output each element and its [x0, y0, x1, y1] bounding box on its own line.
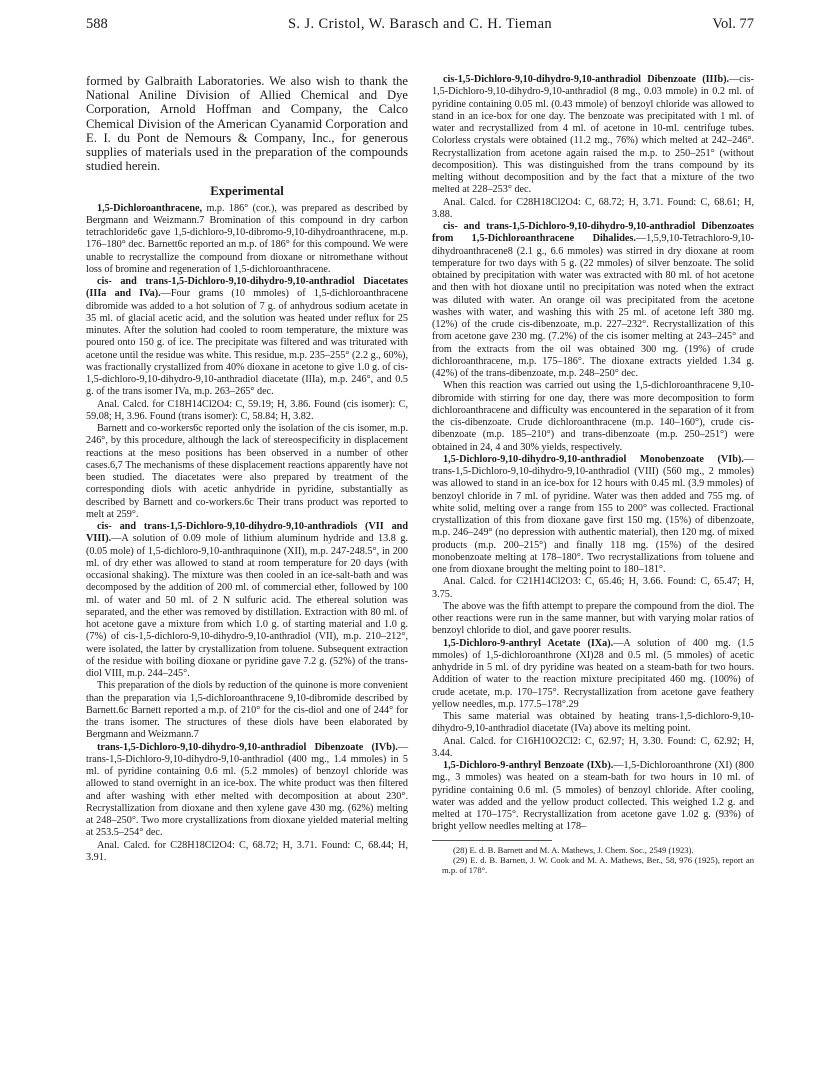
- paragraph-trans-dibenzoate: [86, 742, 408, 840]
- running-header: [86, 14, 754, 36]
- paragraph-heading: trans-1,5-Dichloro-9,10-dihydro-9,10-anthradiol Dibenzoate (IVb).: [97, 741, 398, 753]
- paragraph-heading: 1,5-Dichloro-9-anthryl Benzoate (IXb).: [443, 760, 614, 771]
- paragraph-heading: cis- and trans-1,5-Dichloro-9,10-dihydro-9,10-anthradiol Diacetates (IIIa and IVa).: [86, 276, 408, 300]
- analysis-paragraph: Anal. Calcd. for C16H10O2Cl2: C, 62.97; H, 3.30. Found: C, 62.92; H, 3.44.: [432, 735, 754, 759]
- acknowledgment-paragraph: formed by Galbraith Laboratories. We also wish to thank the National Aniline Division of Allied Chemical and Dye Corporation, Arnold Hoffman and Company, the Calco Chemical Division of the American Cyanamid Corporation and E. I. du Pont de Nemours & Company, Inc., for generous supplies of materials used in the preparation of the compounds studied herein.: [86, 74, 408, 174]
- right-column: [432, 74, 754, 876]
- paragraph-heading: cis- and trans-1,5-Dichloro-9,10-dihydro-9,10-anthradiols (VII and VIII).: [86, 521, 408, 545]
- paragraph-monobenzoate: [432, 454, 754, 577]
- paragraph-body: —1,5-Dichloroanthrone (XI) (800 mg., 3 mmoles) was heated on a steam-bath for two hours in 10 ml. of pyridine containing 0.6 ml. (5 mmoles) of benzoyl chloride. After cooling, water was added and the yellow product collected. This weighed 1.2 g. and melted at 170–175°. Recrystallization from acetone gave 1.02 g. (93%) of bright yellow needles melting at 178–: [432, 760, 754, 833]
- paragraph-heading: 1,5-Dichloro-9-anthryl Acetate (IXa).: [443, 637, 614, 649]
- paragraph-body: —trans-1,5-Dichloro-9,10-dihydro-9,10-anthradiol (400 mg., 1.4 mmoles) in 5 ml. of pyridine containing 0.6 ml. (5.2 mmoles) of benzoyl chloride was allowed to stand overnight in an ice-box. The white product was then filtered and after washing with ether melted with decomposition at about 230°. Recrystallization from dioxane and then xylene gave 430 mg. (62%) melting at 248–250°. Two more crystallizations from dioxane yielded material melting at 253.5–254° dec.: [86, 741, 408, 839]
- paragraph-body: —cis-1,5-Dichloro-9,10-dihydro-9,10-anthradiol (8 mg., 0.03 mmole) in 0.2 ml. of pyridine containing 0.05 ml. (0.43 mmole) of benzoyl chloride was allowed to stand in an ice-box for one day. The benzoate was precipitated with 1 ml. of water and recrystallized from 4 ml. of acetone in 10-ml. centrifuge tubes. Colorless crystals were obtained (11.2 mg., 76%) which melted at 242–246°. Recrystallization from acetone again raised the m.p. to 250–251° (without decomposition). This was distinguished from the trans compound by its melting without decomposition and by the fact that a mixture of the two melted at 228–253° dec.: [432, 74, 754, 196]
- paragraph-fifth-attempt: The above was the fifth attempt to prepare the compound from the diol. The other reactions were run in the same manner, but with varying molar ratios of benzoyl chloride to diol, and gave poorer results.: [432, 600, 754, 637]
- paragraph-body: —1,5,9,10-Tetrachloro-9,10-dihydroanthracene8 (2.1 g., 6.6 mmoles) was stirred in dry dioxane at room temperature for two days with 5 g. (22 mmoles) of silver benzoate. The solid obtained by precipitation with water was extracted with 80 ml. of hot acetone and then with hot dioxane until no precipitation was noted when the extract was diluted with water. An orange oil was precipitated from the acetone washes with water, and washing this with 25 ml. of acetone left 380 mg. (12%) of the crude cis-dibenzoate, m.p. 227–232°. Recrystallization of this from acetone gave 230 mg. (7.2%) of the cis isomer melting at 243–245° and from the extracts from the oil was obtained 300 mg. (19%) of crude dichloroanthracene, m.p. 175–186°. The dioxane extracts yielded 1.34 g. (42%) of the trans-dibenzoate, m.p. 248–250° dec.: [432, 233, 754, 379]
- paragraph-diol-preparation: This preparation of the diols by reduction of the quinone is more convenient than the preparation via 1,5-dichloroanthracene 9,10-dibromide described by Barnett.6c Barnett reported a m.p. of 210° for the cis-diol and one of 244° for the trans isomer. The structures of these diols have been elaborated by Bergmann and Weizmann.7: [86, 680, 408, 741]
- paragraph-heading: cis-1,5-Dichloro-9,10-dihydro-9,10-anthradiol Dibenzoate (IIIb).: [443, 74, 730, 85]
- paragraph-heading: 1,5-Dichloro-9,10-dihydro-9,10-anthradiol Monobenzoate (VIb).: [443, 453, 744, 465]
- paragraph-body: —A solution of 0.09 mole of lithium aluminum hydride and 13.8 g. (0.05 mole) of 1,5-dichloro-9,10-anthraquinone (XII), m.p. 247-248.5°, in 200 ml. of dry ether was allowed to stand at room temperature for 20 days (with occasional shaking). The mixture was then cooled in an ice-salt-bath and was decomposed by the addition of 200 ml. of commercial ether, followed by 100 ml. of water and 50 ml. of 2 N sulfuric acid. The ethereal solution was separated, and the ether was removed by distillation. Extraction with 80 ml. of hot acetone gave a mixture from which 1.0 g. of starting material and 1.0 g. (7%) of cis-1,5-dichloro-9,10-dihydro-9,10-anthradiol (VII), m.p. 210–212°, were isolated, the latter by crystallization from toluene. Subsequent extraction of the residue with boiling dioxane or pyridine gave 7.2 g. (52%) of the trans-diol VIII, m.p. 244–245°.: [86, 533, 408, 680]
- page-number: 588: [86, 16, 108, 32]
- paragraph-same-material: This same material was obtained by heating trans-1,5-dichloro-9,10-dihydro-9,10-anthradiol diacetate (IVa) above its melting point.: [432, 711, 754, 735]
- paragraph-body: m.p. 186° (cor.), was prepared as described by Bergmann and Weizmann.7 Bromination of this compound in dry carbon tetrachloride6c gave 1,5-dichloro-9,10-dibromo-9,10-dihydroanthracene, m.p. 176–180° dec. Barnett6c reported an m.p. of 186° for this compound. We were unable to recrystallize the compound from dioxane or nitromethane without loss of bromine and regeneration of 1,5-dichloroanthracene.: [86, 202, 408, 275]
- paragraph-body: —A solution of 400 mg. (1.5 mmoles) of 1,5-dichloroanthrone (XI)28 and 0.5 ml. (5 mmoles) of acetic anhydride in 5 ml. of dry pyridine was heated on a steam-bath for two hours. Addition of water to the reaction mixture precipitated 460 mg. (100%) of crude acetate, m.p. 170–175°. Recrystallization from acetone gave feathery yellow needles, m.p. 177.5–178°.29: [432, 637, 754, 710]
- analysis-paragraph: Anal. Calcd. for C21H14Cl2O3: C, 65.46; H, 3.66. Found: C, 65.47; H, 3.75.: [432, 576, 754, 600]
- paragraph-anthryl-acetate: [432, 638, 754, 712]
- volume-label: Vol. 77: [712, 16, 754, 32]
- paragraph-diols: [86, 521, 408, 680]
- paragraph-cis-dibenzoate: [432, 74, 754, 197]
- analysis-paragraph: Anal. Calcd. for C18H14Cl2O4: C, 59.19; H, 3.86. Found (cis isomer): C, 59.08; H, 3.96. Found (trans isomer): C, 58.84; H, 3.82.: [86, 398, 408, 422]
- footnote-29: (29) E. d. B. Barnett, J. W. Cook and M. A. Mathews, Ber., 58, 976 (1925), report an m.p. of 178°.: [442, 854, 754, 876]
- analysis-paragraph: Anal. Calcd. for C28H18Cl2O4: C, 68.72; H, 3.71. Found: C, 68.44; H, 3.91.: [86, 839, 408, 863]
- section-title-experimental: Experimental: [210, 184, 284, 199]
- paragraph-dibromide-reaction: When this reaction was carried out using the 1,5-dichloroanthracene 9,10-dibromide with stirring for one day, there was more decomposition to form dichloroanthracene and difficulty was encountered in the separation of it from the cis-dibenzoate. Crude dichloroanthracene (m.p. 140–160°), crude cis-dibenzoate (m.p. 185–210°) and trans-dibenzoate (m.p. 250–251°) were obtained in 24, 4 and 30% yields, respectively.: [432, 380, 754, 453]
- paragraph-barnett: Barnett and co-workers6c reported only the isolation of the cis isomer, m.p. 246°, by this procedure, although the lack of stereospecificity in displacement reactions at the meso positions has been observed in a number of other cases.6,7 The mechanisms of these displacement reactions apparently have not been studied. The diacetates were also prepared by treatment of the corresponding diols with acetic anhydride in pyridine, substantially as described by Barnett and co-workers.6c Their trans product was reported to melt at 259°.: [86, 423, 408, 520]
- paragraph-body: —Four grams (10 mmoles) of 1,5-dichloroanthracene dibromide was added to a hot solution of 7 g. of anhydrous sodium acetate in 35 ml. of glacial acetic acid, and the solution was heated under reflux for 25 minutes. After the solution had cooled to room temperature, the mixture was poured onto 150 g. of ice. The precipitate was filtered and was triturated with acetone until the residue was white. This residue, m.p. 235–255° (2.2 g., 60%), was fractionally crystallized from 40% dioxane in acetone to give 1.0 g. of cis-1,5-dichloro-9,10-dihydro-9,10-anthradiol diacetate (IIIa), m.p. 246°, and 0.5 g. of the trans isomer IVa, m.p. 263–265° dec.: [86, 288, 408, 398]
- paragraph-heading: 1,5-Dichloroanthracene,: [97, 202, 203, 214]
- paragraph-anthryl-benzoate: [432, 760, 754, 834]
- paragraph-heading: cis- and trans-1,5-Dichloro-9,10-dihydro-9,10-anthradiol Dibenzoates from 1,5-Dichloroanthracene Dihalides.: [432, 221, 754, 245]
- paragraph-diacetates: [86, 276, 408, 399]
- paragraph-dibenzoates-from-dihalides: [432, 221, 754, 380]
- paragraph-body: —trans-1,5-Dichloro-9,10-dihydro-9,10-anthradiol (VIII) (560 mg., 2 mmoles) was allowed to stand in an ice-box for 12 hours with 0.45 ml. (3.9 mmoles) of benzoyl chloride in 7 ml. of pyridine. Water was then added and 755 mg. of white solid, melting over a range from 155 to 200° was collected. Fractional crystallization of this from dioxane gave first 150 mg. (15%) of dibenzoate, m.p. 246–249° (no depression with authentic material), then 120 mg. of mixed products (m.p. 200–215°) and finally 118 mg. (15%) of the desired monobenzoate melting at 178–180°. Two recrystallizations from toluene and one from dioxane brought the melting point to 180–181°.: [432, 453, 754, 575]
- footnote-28: (28) E. d. B. Barnett and M. A. Mathews, J. Chem. Soc., 2549 (1923).: [453, 844, 694, 855]
- footnote-divider: [432, 840, 552, 841]
- paragraph-dichloroanthracene: [86, 203, 408, 277]
- left-column: [86, 74, 408, 864]
- running-title: S. J. Cristol, W. Barasch and C. H. Tieman: [287, 16, 553, 32]
- analysis-paragraph: Anal. Calcd. for C28H18Cl2O4: C, 68.72; H, 3.71. Found: C, 68.61; H, 3.88.: [432, 196, 754, 220]
